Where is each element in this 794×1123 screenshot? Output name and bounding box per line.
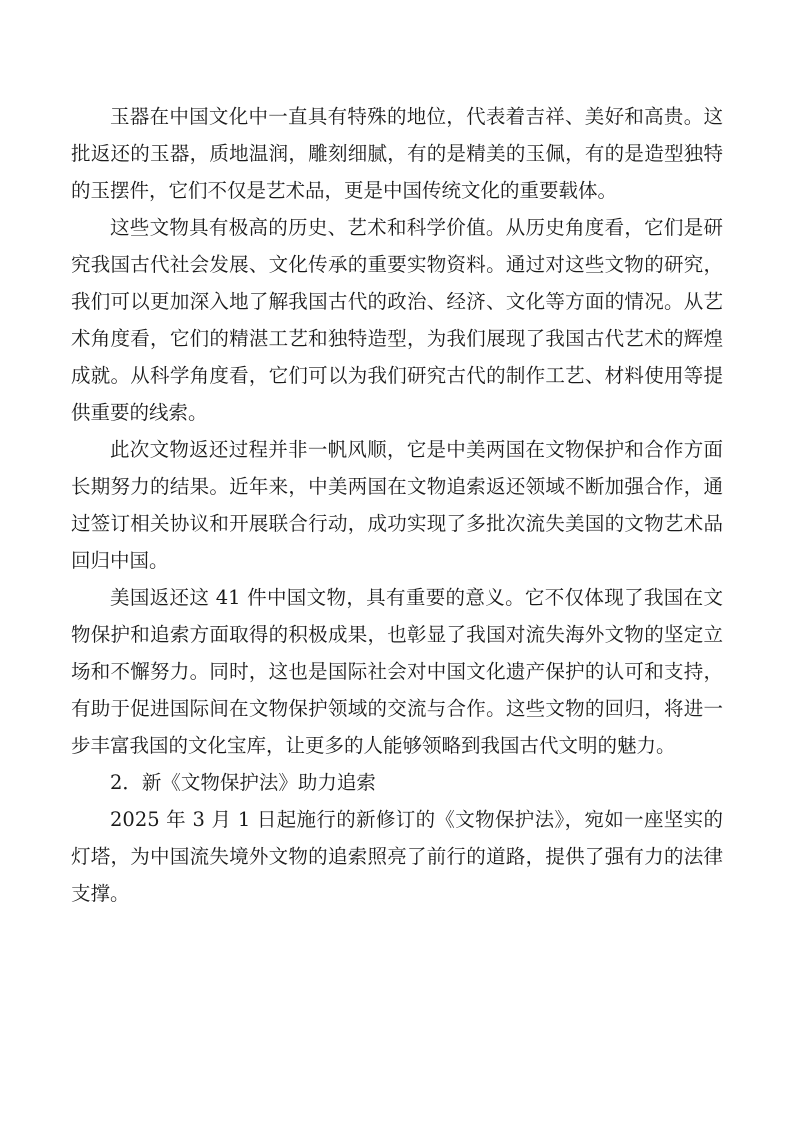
- paragraph-cooperation: 此次文物返还过程并非一帆风顺，它是中美两国在文物保护和合作方面长期努力的结果。近年来，中美两国在文物追索返还领域不断加强合作，通过签订相关协议和开展联合行动，成功实现了多批次流失美国的文物艺术品回归中国。: [71, 438, 723, 572]
- document-body: [71, 98, 723, 912]
- paragraph-value: 这些文物具有极高的历史、艺术和科学价值。从历史角度看，它们是研究我国古代社会发展、文化传承的重要实物资料。通过对这些文物的研究，我们可以更加深入地了解我国古代的政治、经济、文化等方面的情况。从艺术角度看，它们的精湛工艺和独特造型，为我们展现了我国古代艺术的辉煌成就。从科学角度看，它们可以为我们研究古代的制作工艺、材料使用等提供重要的线索。: [71, 216, 723, 424]
- paragraph-significance: 美国返还这 41 件中国文物，具有重要的意义。它不仅体现了我国在文物保护和追索方面取得的积极成果，也彰显了我国对流失海外文物的坚定立场和不懈努力。同时，这也是国际社会对中国文化遗产保护的认可和支持，有助于促进国际间在文物保护领域的交流与合作。这些文物的回归，将进一步丰富我国的文化宝库，让更多的人能够领略到我国古代文明的魅力。: [71, 586, 723, 757]
- paragraph-jade: 玉器在中国文化中一直具有特殊的地位，代表着吉祥、美好和高贵。这批返还的玉器，质地温润，雕刻细腻，有的是精美的玉佩，有的是造型独特的玉摆件，它们不仅是艺术品，更是中国传统文化的重要载体。: [71, 105, 723, 202]
- paragraph-law: 2025 年 3 月 1 日起施行的新修订的《文物保护法》，宛如一座坚实的灯塔，为中国流失境外文物的追索照亮了前行的道路，提供了强有力的法律支撑。: [71, 808, 723, 905]
- section-heading: 2．新《文物保护法》助力追索: [110, 771, 376, 794]
